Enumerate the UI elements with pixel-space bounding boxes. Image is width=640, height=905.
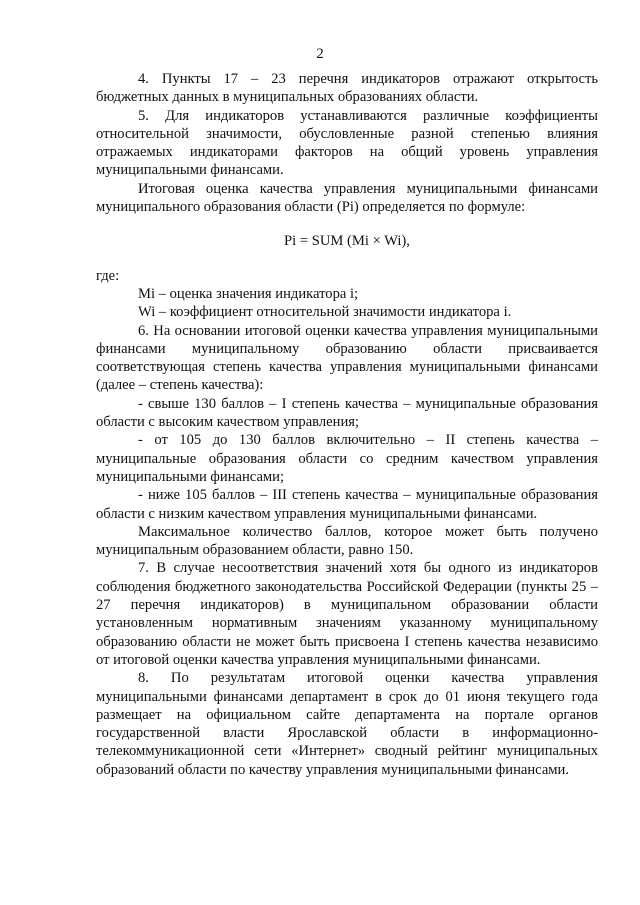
paragraph-4: 4. Пункты 17 – 23 перечня индикаторов отражают открытость бюджетных данных в муниципальных образованиях области. — [96, 71, 598, 106]
page-number: 2 — [316, 46, 324, 62]
paragraph-total-score: Итоговая оценка качества управления муниципальными финансами муниципального образования области (Pi) определяется по формуле: — [96, 180, 598, 216]
max-score-paragraph: Максимальное количество баллов, которое может быть получено муниципальным образованием области, равно 150. — [96, 523, 598, 559]
paragraph-5: 5. Для индикаторов устанавливаются различные коэффициенты относительной значимости, обусловленные разной степенью влияния отражаемых индикаторами факторов на общий уровень управления муниципальными финансами. — [96, 107, 598, 179]
formula: Pi = SUM (Mi × Wi), — [284, 233, 410, 250]
where-label: где: — [96, 267, 120, 284]
paragraph-6: 6. На основании итоговой оценки качества управления муниципальными финансами муниципальному образованию области присваивается соответствующая степень качества управления муниципальными финансами (далее – степень качества): — [96, 322, 598, 394]
wi-definition: Wi – коэффициент относительной значимости индикатора i. — [138, 304, 512, 321]
degree-3-item: - ниже 105 баллов – III степень качества – муниципальные образования области с низким качеством управления муниципальными финансами. — [96, 487, 598, 522]
document-body — [96, 70, 598, 779]
degree-1-item: - свыше 130 баллов – I степень качества – муниципальные образования области с высоким качеством управления; — [96, 395, 598, 431]
degree-2-item: - от 105 до 130 баллов включительно – II степень качества – муниципальные образования области со средним качеством управления муниципальными финансами; — [96, 432, 598, 485]
paragraph-8: 8. По результатам итоговой оценки качества управления муниципальными финансами департамент в срок до 01 июня текущего года размещает на официальном сайте департамента на портале органов государственной власти Ярославской области в информационно-телекоммуникационной сети «Интернет» сводный рейтинг муниципальных образований области по качеству управления муниципальными финансами. — [96, 670, 598, 778]
mi-definition: Mi – оценка значения индикатора i; — [138, 285, 359, 302]
paragraph-7: 7. В случае несоответствия значений хотя бы одного из индикаторов соблюдения бюджетного законодательства Российской Федерации (пункты 25 – 27 перечня индикаторов) в муниципальном образовании области установленным нормативным значениям указанному муниципальному образованию области не может быть присвоена I степень качества независимо от итоговой оценки качества управления муниципальными финансами. — [96, 560, 598, 668]
